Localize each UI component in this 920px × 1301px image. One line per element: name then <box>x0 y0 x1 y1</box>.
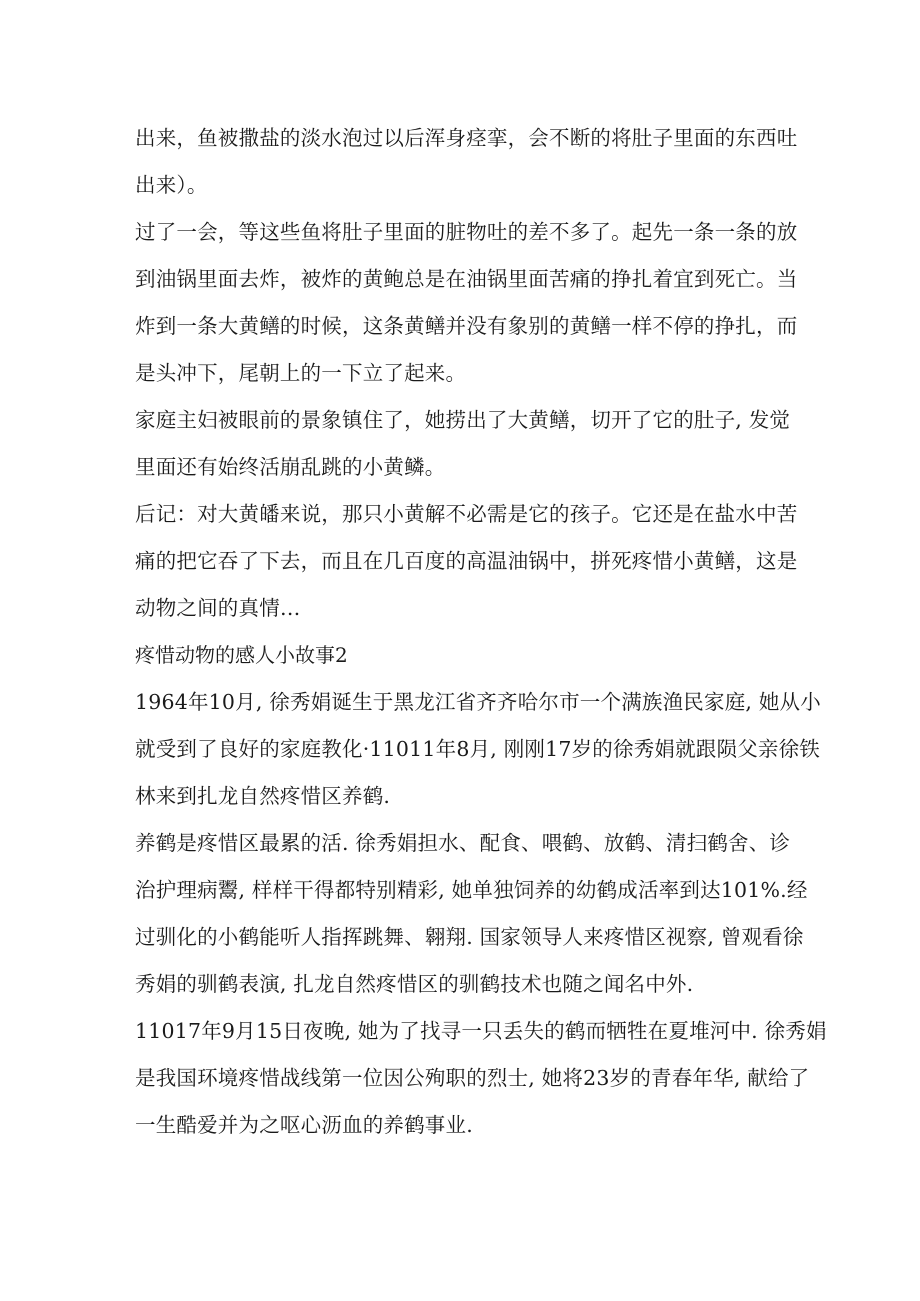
text-line: 就受到了良好的家庭教化·11011年8月, 刚刚17岁的徐秀娟就跟陨父亲徐铁 <box>135 737 820 761</box>
text-line: 疼惜动物的感人小故事2 <box>135 643 348 667</box>
text-line: 治护理病鬻, 样样干得都特别精彩, 她单独饲养的幼鹤成活率到达101%.经 <box>135 878 808 902</box>
text-line: 过了一会，等这些鱼将肚子里面的脏物吐的差不多了。起先一条一条的放 <box>135 220 798 244</box>
text-line: 1964年10月, 徐秀娟诞生于黑龙江省齐齐哈尔市一个满族渔民家庭, 她从小 <box>135 690 821 714</box>
section-heading <box>135 632 785 679</box>
text-line: 到油锅里面去炸，被炸的黄鲍总是在油锅里面苦痛的挣扎着宜到死亡。当 <box>135 267 798 291</box>
text-line: 11017年9月15日夜晚, 她为了找寻一只丢失的鹤而牺牲在夏堆河中. 徐秀娟 <box>135 1019 827 1043</box>
paragraph <box>135 115 798 209</box>
paragraph <box>135 820 808 1008</box>
text-line: 出来，鱼被撒盐的淡水泡过以后浑身痉挛，会不断的将肚子里面的东西吐 <box>135 126 798 150</box>
text-line: 出来）。 <box>135 173 208 197</box>
paragraph <box>135 397 791 491</box>
text-line: 家庭主妇被眼前的景象镇住了，她捞出了大黄鳝，切开了它的肚子, 发觉 <box>135 408 791 432</box>
document-body <box>135 115 827 1149</box>
paragraph <box>135 491 798 632</box>
text-line: 动物之间的真情… <box>135 596 301 620</box>
paragraph <box>135 209 798 397</box>
text-line: 是我国环境疼惜战线第一位因公殉职的烈士, 她将23岁的青春年华, 献给了 <box>135 1066 810 1090</box>
paragraph <box>135 1008 827 1149</box>
text-line: 里面还有始终活崩乱跳的小黄鳞。 <box>135 455 446 479</box>
text-line: 一生酷爱并为之呕心沥血的养鹤事业. <box>135 1113 473 1137</box>
text-line: 炸到一条大黄鳝的时候，这条黄鳝并没有象别的黄鳝一样不停的挣扎，而 <box>135 314 798 338</box>
text-line: 林来到扎龙自然疼惜区养鹤. <box>135 784 391 808</box>
text-line: 痛的把它吞了下去，而且在几百度的高温油锅中，拼死疼惜小黄鳝，这是 <box>135 549 798 573</box>
text-line: 后记：对大黄皤来说，那只小黄解不必需是它的孩子。它还是在盐水中苦 <box>135 502 798 526</box>
text-line: 是头冲下，尾朝上的一下立了起来。 <box>135 361 467 385</box>
paragraph <box>135 679 821 820</box>
text-line: 秀娟的驯鹤表演, 扎龙自然疼惜区的驯鹤技术也随之闻名中外. <box>135 972 694 996</box>
text-line: 过驯化的小鹤能听人指挥跳舞、翱翔. 国家领导人来疼惜区视察, 曾观看徐 <box>135 925 804 949</box>
text-line: 养鹤是疼惜区最累的活. 徐秀娟担水、配食、喂鹤、放鹤、清扫鹤舍、诊 <box>135 831 791 855</box>
